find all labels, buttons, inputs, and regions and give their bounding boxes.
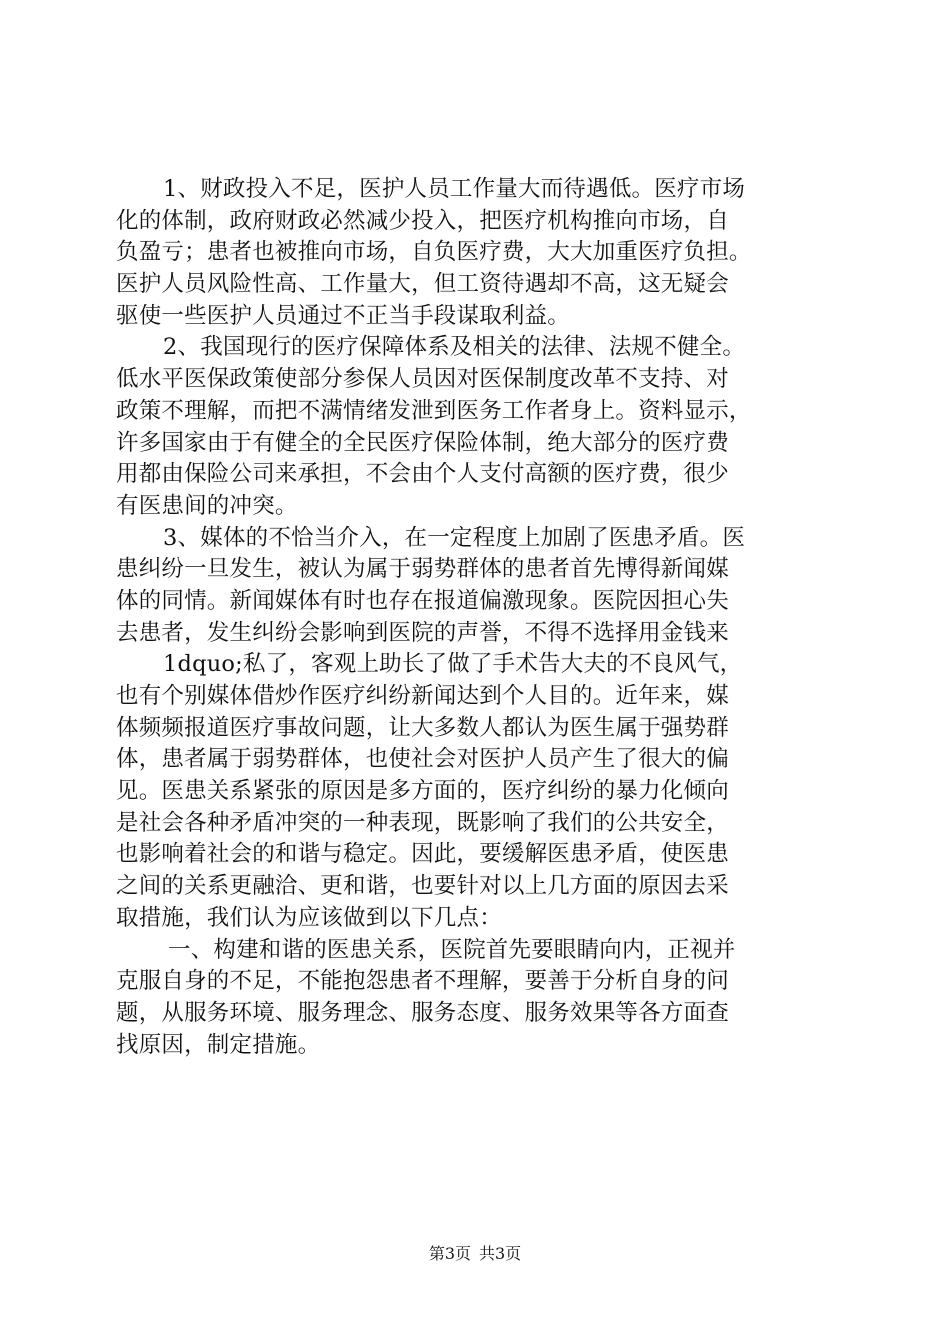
paragraph-5-line-2: 克服自身的不足，不能抱怨患者不理解，要善于分析自身的问: [116, 968, 729, 995]
page-footer: [0, 1243, 950, 1265]
paragraph-3-line-1: 3、媒体的不恰当介入，在一定程度上加剧了医患矛盾。医: [163, 524, 746, 551]
paragraph-3-line-2: 患纠纷一旦发生，被认为属于弱势群体的患者首先博得新闻媒: [116, 556, 729, 583]
paragraph-3-line-4: 去患者，发生纠纷会影响到医院的声誉，不得不选择用金钱来: [116, 619, 729, 646]
paragraph-4-line-7: 也影响着社会的和谐与稳定。因此，要缓解医患矛盾，使医患: [116, 841, 729, 868]
paragraph-4-line-1: 1dquo;私了，客观上助长了做了手术告大夫的不良风气，: [163, 651, 743, 678]
paragraph-5-line-4: 找原因，制定措施。: [116, 1031, 321, 1058]
paragraph-3-line-3: 体的同情。新闻媒体有时也存在报道偏激现象。医院因担心失: [116, 587, 729, 614]
paragraph-2-line-2: 低水平医保政策使部分参保人员因对医保制度改革不支持、对: [116, 366, 729, 393]
page-total: 共3页: [479, 1244, 522, 1263]
paragraph-1-line-5: 驱使一些医护人员通过不正当手段谋取利益。: [116, 302, 571, 329]
page-number: 第3页: [428, 1244, 471, 1263]
paragraph-4-line-3: 体频频报道医疗事故问题，让大多数人都认为医生属于强势群: [116, 714, 729, 741]
paragraph-1-line-3: 负盈亏；患者也被推向市场，自负医疗费，大大加重医疗负担。: [116, 239, 752, 266]
document-body: [116, 174, 832, 1061]
paragraph-2-line-6: 有医患间的冲突。: [116, 492, 298, 519]
paragraph-2-line-3: 政策不理解，而把不满情绪发泄到医务工作者身上。资料显示，: [116, 397, 752, 424]
paragraph-4-line-9: 取措施，我们认为应该做到以下几点：: [116, 904, 502, 931]
paragraph-4-line-6: 是社会各种矛盾冲突的一种表现，既影响了我们的公共安全，: [116, 809, 729, 836]
paragraph-4-line-2: 也有个别媒体借炒作医疗纠纷新闻达到个人目的。近年来，媒: [116, 683, 729, 709]
paragraph-4-line-5: 见。医患关系紧张的原因是多方面的，医疗纠纷的暴力化倾向: [116, 778, 729, 805]
paragraph-1-line-1: 1、财政投入不足，医护人员工作量大而待遇低。医疗市场: [163, 176, 746, 202]
paragraph-5-line-1: 一、构建和谐的医患关系，医院首先要眼睛向内，正视并: [168, 936, 736, 963]
paragraph-4-line-4: 体，患者属于弱势群体，也使社会对医护人员产生了很大的偏: [116, 746, 729, 773]
paragraph-4-line-8: 之间的关系更融洽、更和谐，也要针对以上几方面的原因去采: [116, 873, 729, 900]
paragraph-1-line-4: 医护人员风险性高、工作量大，但工资待遇却不高，这无疑会: [116, 271, 729, 298]
paragraph-5-line-3: 题，从服务环境、服务理念、服务态度、服务效果等各方面查: [116, 999, 729, 1026]
paragraph-1-line-2: 化的体制，政府财政必然减少投入，把医疗机构推向市场，自: [116, 207, 729, 234]
paragraph-2-line-1: 2、我国现行的医疗保障体系及相关的法律、法规不健全。: [163, 334, 746, 361]
paragraph-2-line-5: 用都由保险公司来承担，不会由个人支付高额的医疗费，很少: [116, 461, 729, 488]
paragraph-2-line-4: 许多国家由于有健全的全民医疗保险体制，绝大部分的医疗费: [116, 429, 729, 456]
